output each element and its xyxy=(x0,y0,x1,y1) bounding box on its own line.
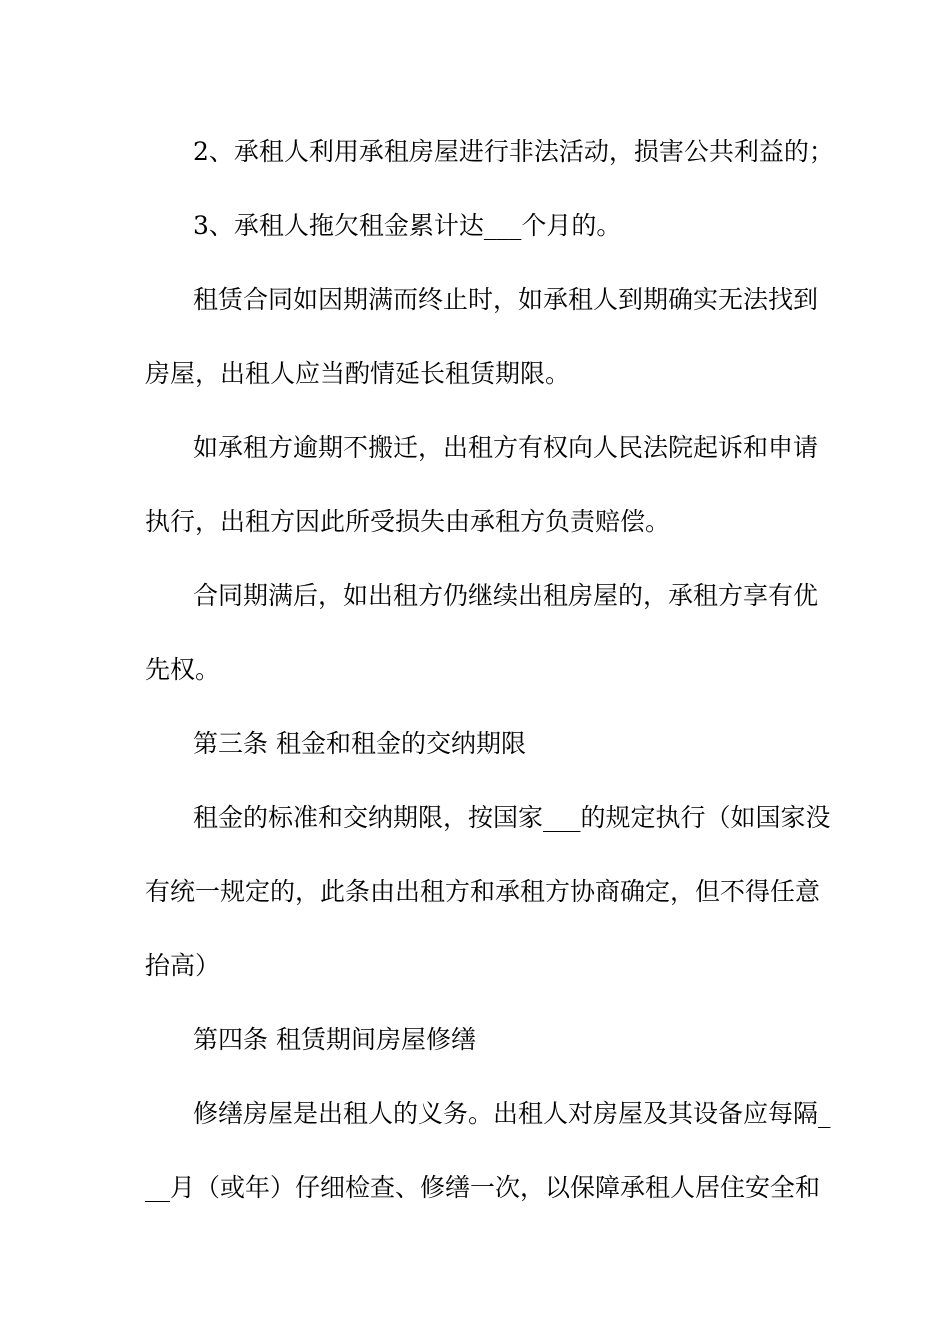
paragraph-rent-line-3: 抬高） xyxy=(145,951,221,980)
clause-item-3: 3、承租人拖欠租金累计达___个月的。 xyxy=(193,211,622,240)
paragraph-rent-line-2: 有统一规定的，此条由出租方和承租方协商确定，但不得任意 xyxy=(145,877,821,906)
paragraph-rent-line-1: 租金的标准和交纳期限，按国家___的规定执行（如国家没 xyxy=(193,803,831,832)
paragraph-lease-expiry-line-1: 租赁合同如因期满而终止时，如承租人到期确实无法找到 xyxy=(193,285,819,314)
paragraph-repair-line-1: 修缮房屋是出租人的义务。出租人对房屋及其设备应每隔_ xyxy=(193,1099,831,1128)
article-4-heading: 第四条 租赁期间房屋修缮 xyxy=(193,1025,476,1054)
paragraph-priority-line-1: 合同期满后，如出租方仍继续出租房屋的，承租方享有优 xyxy=(193,581,819,610)
article-3-heading: 第三条 租金和租金的交纳期限 xyxy=(193,729,526,758)
paragraph-overdue-line-2: 执行，出租方因此所受损失由承租方负责赔偿。 xyxy=(145,507,671,536)
paragraph-lease-expiry-line-2: 房屋，出租人应当酌情延长租赁期限。 xyxy=(145,359,571,388)
paragraph-repair-line-2: __月（或年）仔细检查、修缮一次，以保障承租人居住安全和 xyxy=(145,1173,821,1202)
paragraph-overdue-line-1: 如承租方逾期不搬迁，出租方有权向人民法院起诉和申请 xyxy=(193,433,819,462)
clause-item-2: 2、承租人利用承租房屋进行非法活动，损害公共利益的； xyxy=(193,137,834,166)
paragraph-priority-line-2: 先权。 xyxy=(145,655,221,684)
